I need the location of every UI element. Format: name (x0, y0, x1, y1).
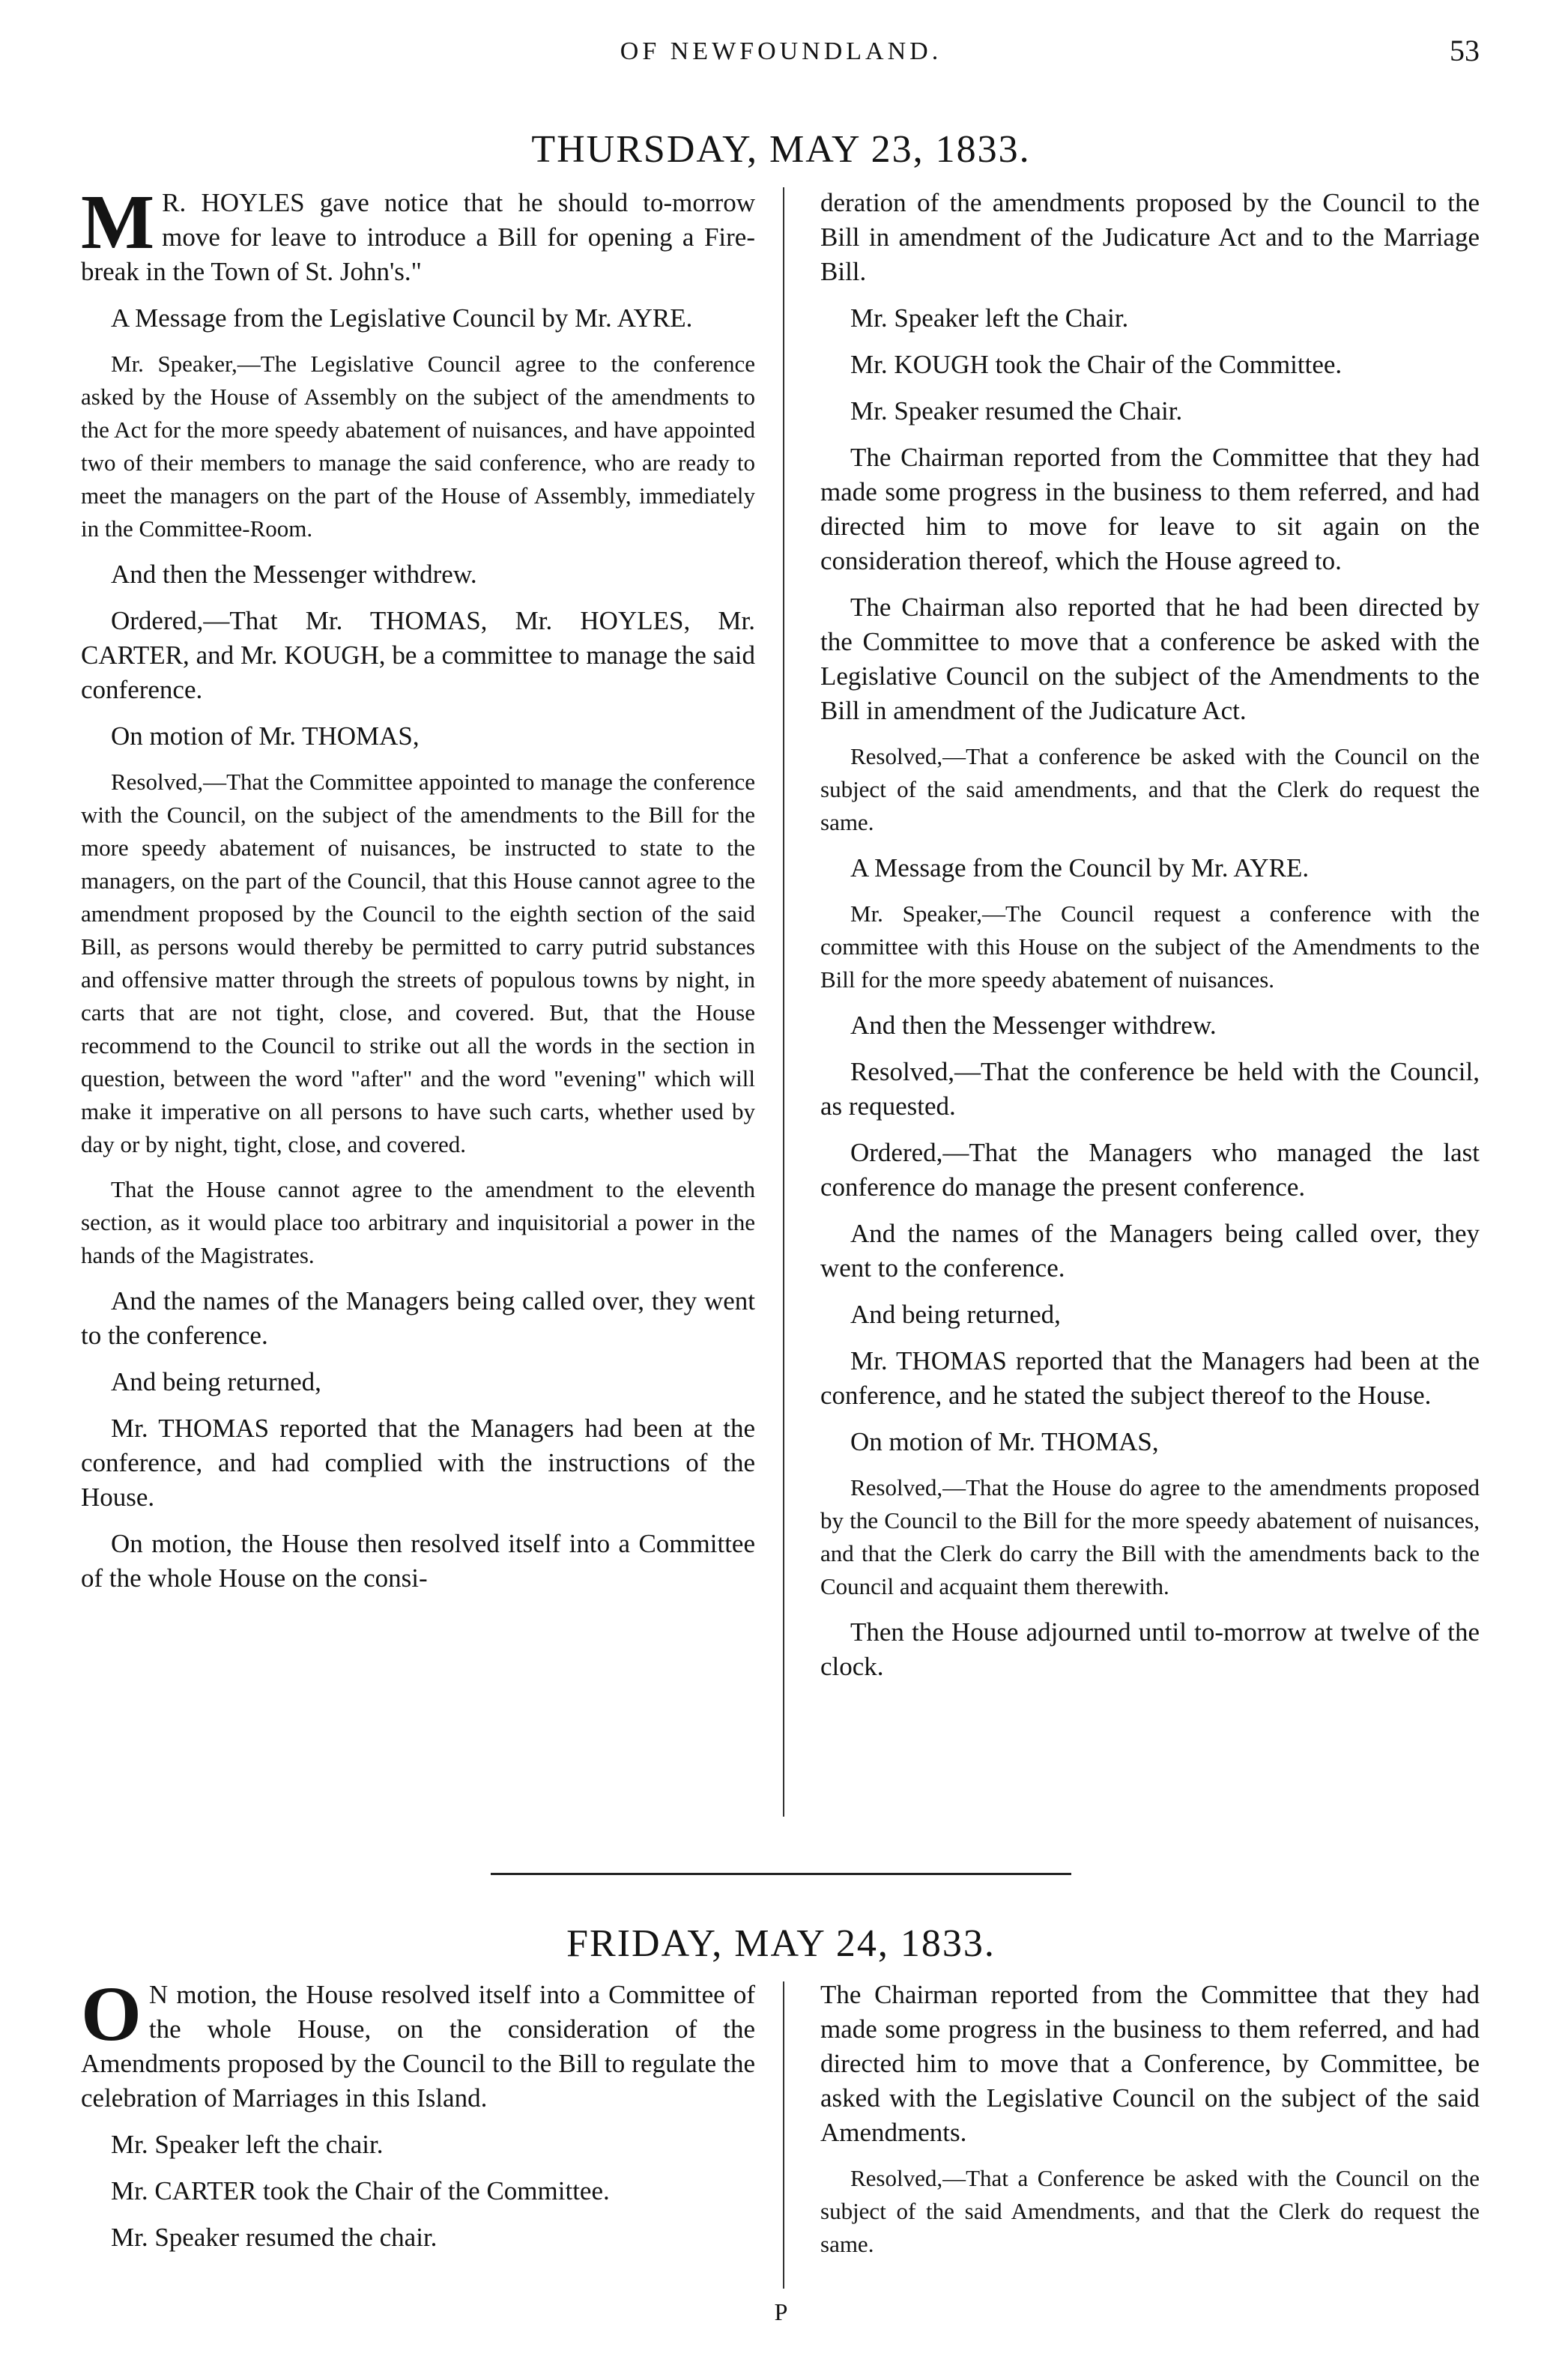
paragraph (820, 394, 1480, 429)
paragraph (81, 1971, 755, 2116)
paragraph (81, 604, 755, 707)
paragraph (820, 440, 1480, 578)
drop-cap: O (81, 1971, 142, 2057)
paragraph-text: R. HOYLES gave notice that he should to-morrow move for leave to introduce a Bill for opening a Fire-break in the Town of St. John's." (81, 188, 755, 286)
paragraph (81, 348, 755, 545)
paragraph (820, 2162, 1480, 2261)
paragraph (820, 1615, 1480, 1684)
paragraph (81, 2220, 755, 2255)
paragraph-text: Mr. THOMAS reported that the Managers had been at the conference, and he stated the subject thereof to the House. (820, 1346, 1480, 1410)
paragraph (81, 2128, 755, 2162)
paragraph (81, 1284, 755, 1353)
paragraph-text: N motion, the House resolved itself into a Committee of the whole House, on the consideration of the Amendments proposed by the Council to the Bill to regulate the celebration of Marriages in this Island. (81, 1980, 755, 2113)
paragraph-text: And then the Messenger withdrew. (111, 560, 477, 589)
running-head-title: OF NEWFOUNDLAND. (620, 37, 942, 65)
paragraph-text: On motion, the House then resolved itself into a Committee of the whole House on the consi- (81, 1529, 755, 1593)
paragraph (820, 740, 1480, 839)
paragraph-text: And being returned, (111, 1367, 321, 1396)
date-heading-friday: FRIDAY, MAY 24, 1833. (566, 1922, 996, 1965)
paragraph (820, 1008, 1480, 1043)
section2-left-column (81, 1971, 755, 2267)
paragraph-text: And being returned, (850, 1300, 1061, 1329)
paragraph (81, 179, 755, 289)
paragraph (820, 301, 1480, 336)
paragraph-text: deration of the amendments proposed by the Council to the Bill in amendment of the Judicature Act and to the Marriage Bill. (820, 188, 1480, 286)
paragraph-text: And the names of the Managers being called over, they went to the conference. (81, 1286, 755, 1350)
paragraph-text: Mr. THOMAS reported that the Managers had been at the conference, and had complied with the instructions of the House. (81, 1414, 755, 1512)
paragraph (820, 348, 1480, 382)
paragraph (81, 1365, 755, 1399)
paragraph (820, 1978, 1480, 2150)
paragraph-text: Mr. Speaker resumed the Chair. (850, 396, 1183, 426)
date-heading-thursday: THURSDAY, MAY 23, 1833. (531, 128, 1031, 171)
paragraph-text: Resolved,—That the Committee appointed to manage the conference with the Council, on the subject of the amendments to the Bill for the more speedy abatement of nuisances, be instructed to state to the managers, on the part of the Council, that this House cannot agree to the amendment proposed by the Council to the eighth section of the said Bill, as persons would thereby be permitted to carry putrid substances and offensive matter through the streets of populous towns by night, in carts that are not tight, close, and covered. But, that the House recommend to the Council to strike out all the words in the section in question, between the word "after" and the word "evening" which will make it imperative on all persons to have such carts, whether used by day or by night, tight, close, and covered. (81, 769, 755, 1157)
paragraph-text: Resolved,—That the House do agree to the amendments proposed by the Council to the Bill for the more speedy abatement of nuisances, and that the Clerk do carry the Bill with the amendments back to the Council and acquaint them therewith. (820, 1474, 1480, 1599)
paragraph-text: On motion of Mr. THOMAS, (111, 721, 420, 751)
paragraph-text: Resolved,—That a conference be asked with the Council on the subject of the said amendments, and that the Clerk do request the same. (820, 743, 1480, 835)
paragraph (820, 1298, 1480, 1332)
paragraph-text: Mr. KOUGH took the Chair of the Committee. (850, 350, 1342, 379)
paragraph-text: Mr. Speaker,—The Legislative Council agree to the conference asked by the House of Assembly on the subject of the amendments to the Act for the more speedy abatement of nuisances, and have appointed two of their members to manage the said conference, who are ready to meet the managers on the part of the House of Assembly, immediately in the Committee-Room. (81, 351, 755, 542)
paragraph (820, 1471, 1480, 1603)
paragraph-text: The Chairman reported from the Committee that they had made some progress in the business to them referred, and had directed him to move that a Conference, by Committee, be asked with the Legislative Council on the subject of the said Amendments. (820, 1980, 1480, 2147)
drop-cap: M (81, 179, 155, 265)
paragraph-text: On motion of Mr. THOMAS, (850, 1427, 1159, 1456)
page-number: 53 (1450, 34, 1480, 67)
paragraph-text: That the House cannot agree to the amendment to the eleventh section, as it would place too arbitrary and inquisitorial a power in the hands of the Magistrates. (81, 1176, 755, 1268)
paragraph (81, 719, 755, 754)
paragraph-text: Resolved,—That a Conference be asked with the Council on the subject of the said Amendments, and that the Clerk do request the same. (820, 2165, 1480, 2257)
paragraph-text: Resolved,—That the conference be held with the Council, as requested. (820, 1057, 1480, 1121)
paragraph (820, 590, 1480, 728)
running-head (0, 31, 1562, 76)
paragraph-text: A Message from the Council by Mr. AYRE. (850, 853, 1310, 882)
paragraph-text: And the names of the Managers being called over, they went to the conference. (820, 1219, 1480, 1283)
column-divider (783, 187, 784, 1817)
column-divider (783, 1981, 784, 2289)
paragraph (820, 897, 1480, 996)
paragraph-text: Then the House adjourned until to-morrow at twelve of the clock. (820, 1617, 1480, 1681)
paragraph (820, 1217, 1480, 1286)
paragraph-text: Mr. Speaker left the chair. (111, 2130, 384, 2159)
signature-mark: P (774, 2298, 788, 2325)
paragraph-text: Ordered,—That Mr. THOMAS, Mr. HOYLES, Mr. CARTER, and Mr. KOUGH, be a committee to manage the said conference. (81, 606, 755, 704)
section2-right-column (820, 1978, 1480, 2273)
paragraph (81, 1411, 755, 1515)
paragraph-text: Mr. Speaker resumed the chair. (111, 2223, 438, 2252)
section1-left-column (81, 179, 755, 1608)
paragraph (820, 1055, 1480, 1124)
paragraph (820, 851, 1480, 885)
paragraph-text: A Message from the Legislative Council by Mr. AYRE. (111, 303, 693, 333)
paragraph-text: Mr. CARTER took the Chair of the Committee. (111, 2176, 610, 2205)
paragraph (81, 1527, 755, 1596)
paragraph (81, 301, 755, 336)
section1-right-column (820, 186, 1480, 1696)
paragraph (820, 1344, 1480, 1413)
paragraph-text: The Chairman reported from the Committee that they had made some progress in the business to them referred, and had directed him to move for leave to sit again on the consideration thereof, which the House agreed to. (820, 443, 1480, 575)
paragraph (820, 1425, 1480, 1459)
paragraph (820, 1136, 1480, 1205)
paragraph (81, 1173, 755, 1272)
section-divider-rule (491, 1873, 1071, 1875)
paragraph (81, 2174, 755, 2208)
paragraph-text: Mr. Speaker left the Chair. (850, 303, 1129, 333)
paragraph-text: And then the Messenger withdrew. (850, 1011, 1217, 1040)
paragraph-text: The Chairman also reported that he had been directed by the Committee to move that a conference be asked with the Legislative Council on the subject of the Amendments to the Bill in amendment of the Judicature Act. (820, 593, 1480, 725)
paragraph (820, 186, 1480, 289)
paragraph (81, 766, 755, 1161)
paragraph (81, 557, 755, 592)
paragraph-text: Mr. Speaker,—The Council request a conference with the committee with this House on the subject of the Amendments to the Bill for the more speedy abatement of nuisances. (820, 900, 1480, 993)
paragraph-text: Ordered,—That the Managers who managed the last conference do manage the present conference. (820, 1138, 1480, 1202)
